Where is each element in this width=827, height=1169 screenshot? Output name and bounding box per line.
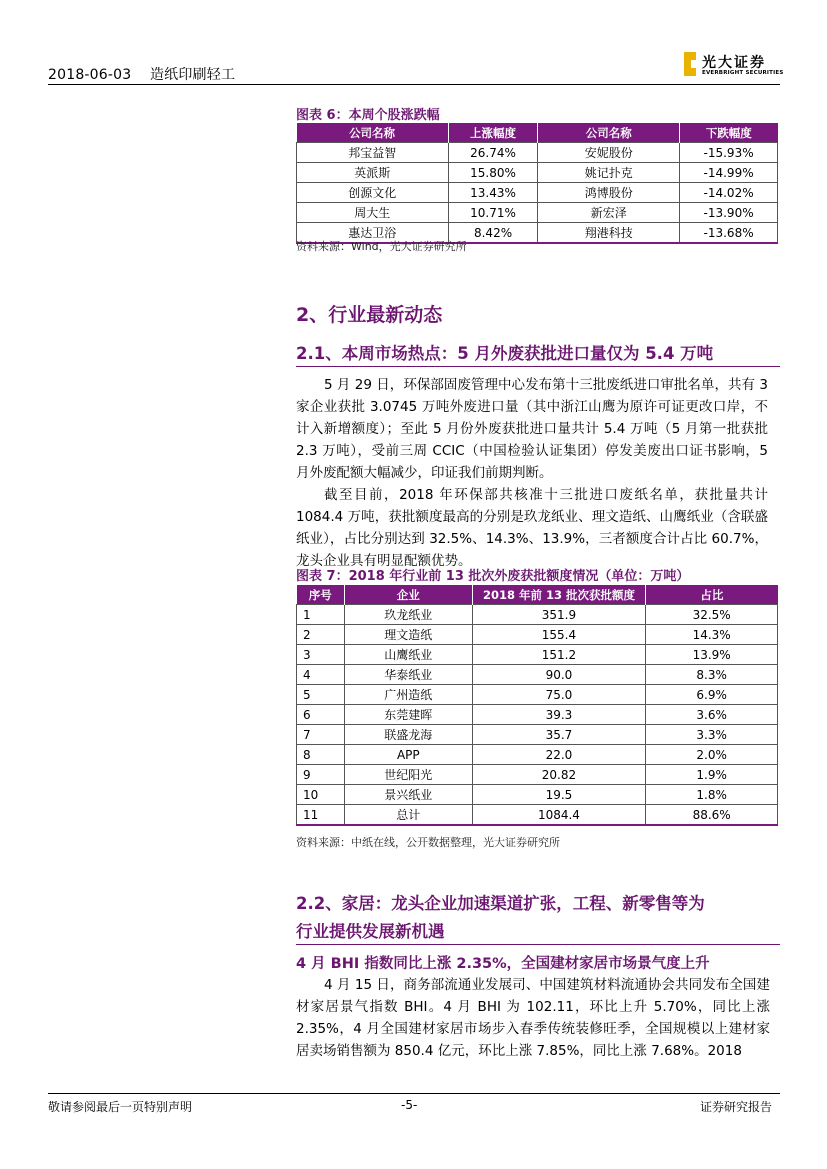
- table-cell: 山鹰纸业: [344, 645, 472, 665]
- table-cell: 2.0%: [646, 745, 778, 765]
- table-cell: 26.74%: [448, 143, 538, 163]
- footer-report-type: 证券研究报告: [700, 1100, 773, 1114]
- table-cell: 14.3%: [646, 625, 778, 645]
- table-cell: 新宏泽: [538, 203, 680, 223]
- table6-header-row: [297, 123, 778, 143]
- table-cell: 翔港科技: [538, 223, 680, 244]
- table-cell: 7: [297, 725, 345, 745]
- table-cell: 8: [297, 745, 345, 765]
- table-cell: 1.9%: [646, 765, 778, 785]
- table7-caption: 图表 7：2018 年行业前 13 批次外废获批额度情况（单位：万吨）: [296, 569, 690, 584]
- section-title: 2、行业最新动态: [296, 304, 443, 326]
- table-row: [297, 203, 778, 223]
- table-cell: 1084.4: [472, 805, 646, 826]
- table-cell: 姚记扑克: [538, 163, 680, 183]
- table-cell: 3.6%: [646, 705, 778, 725]
- table6-caption: 图表 6：本周个股涨跌幅: [296, 108, 440, 123]
- logo-mark-icon: [684, 52, 696, 76]
- table-cell: 11: [297, 805, 345, 826]
- table-cell: 玖龙纸业: [344, 605, 472, 625]
- table6-header-cell: 上涨幅度: [448, 123, 538, 143]
- table7-source: 资料来源：中纸在线，公开数据整理，光大证券研究所: [296, 836, 560, 849]
- table-cell: APP: [344, 745, 472, 765]
- table-cell: 155.4: [472, 625, 646, 645]
- table-cell: 5: [297, 685, 345, 705]
- table-cell: 创源文化: [297, 183, 449, 203]
- table-row: [297, 605, 778, 625]
- section-2-1-body: [296, 374, 768, 572]
- table-cell: 东莞建晖: [344, 705, 472, 725]
- table-cell: 75.0: [472, 685, 646, 705]
- table-cell: 10: [297, 785, 345, 805]
- table-cell: 88.6%: [646, 805, 778, 826]
- header-date-industry: 2018-06-03 造纸印刷轻工: [48, 67, 236, 83]
- logo-en-text: EVERBRIGHT SECURITIES: [702, 70, 784, 76]
- table-cell: -15.93%: [680, 143, 778, 163]
- table-cell: 1.8%: [646, 785, 778, 805]
- table-cell: 35.7: [472, 725, 646, 745]
- table-row: [297, 143, 778, 163]
- subsection-title-2-2-line2: 行业提供发展新机遇: [296, 922, 445, 941]
- subsection-rule: [296, 944, 780, 945]
- header-rule: [48, 84, 780, 85]
- table-cell: 15.80%: [448, 163, 538, 183]
- table-row: [297, 163, 778, 183]
- paragraph: 4 月 15 日，商务部流通业发展司、中国建筑材料流通协会共同发布全国建材家居景气指数 BHI。4 月 BHI 为 102.11，环比上升 5.70%，同比上涨 2.35%，4 月全国建材家居市场步入春季传统装修旺季，全国规模以上建材家居卖场销售额为 850.4 亿元，环比上涨 7.85%，同比上涨 7.68%。2018: [296, 977, 770, 1059]
- table-cell: 8.3%: [646, 665, 778, 685]
- table6-header-cell: 公司名称: [538, 123, 680, 143]
- table-cell: 2: [297, 625, 345, 645]
- table7-header-cell: 序号: [297, 585, 345, 605]
- table-cell: 6.9%: [646, 685, 778, 705]
- table-cell: 13.43%: [448, 183, 538, 203]
- table-cell: 惠达卫浴: [297, 223, 449, 244]
- table-cell: 13.9%: [646, 645, 778, 665]
- company-logo: [684, 52, 784, 80]
- table7-header-cell: 占比: [646, 585, 778, 605]
- table-cell: 351.9: [472, 605, 646, 625]
- table7-header-cell: 企业: [344, 585, 472, 605]
- table-cell: 9: [297, 765, 345, 785]
- table-row: [297, 625, 778, 645]
- table-cell: 景兴纸业: [344, 785, 472, 805]
- table6: [296, 123, 778, 244]
- table-row: [297, 705, 778, 725]
- footer-disclaimer: 敬请参阅最后一页特别声明: [48, 1100, 193, 1114]
- table6-source: 资料来源：Wind，光大证券研究所: [296, 240, 467, 253]
- subsection-title-2-2-line1: 2.2、家居：龙头企业加速渠道扩张，工程、新零售等为: [296, 894, 705, 913]
- table-cell: 4: [297, 665, 345, 685]
- table-cell: 6: [297, 705, 345, 725]
- table-row: [297, 805, 778, 826]
- paragraph: 截至目前，2018 年环保部共核准十三批进口废纸名单，获批量共计 1084.4 万吨，获批额度最高的分别是玖龙纸业、理文造纸、山鹰纸业（含联盛纸业），占比分别达到 32.5%、14.3%、13.9%，三者额度合计占比 60.7%，龙头企业具有明显配额优势。: [296, 487, 768, 569]
- table6-header-cell: 下跌幅度: [680, 123, 778, 143]
- table-row: [297, 785, 778, 805]
- table-row: [297, 183, 778, 203]
- table-cell: 20.82: [472, 765, 646, 785]
- table-cell: 理文造纸: [344, 625, 472, 645]
- table-cell: 广州造纸: [344, 685, 472, 705]
- table-row: [297, 665, 778, 685]
- table-cell: 8.42%: [448, 223, 538, 244]
- footer-rule: [48, 1093, 780, 1094]
- footer-page-number: -5-: [401, 1098, 418, 1112]
- table7: [296, 585, 778, 826]
- table6-header-cell: 公司名称: [297, 123, 449, 143]
- table-cell: 3: [297, 645, 345, 665]
- table-row: [297, 725, 778, 745]
- table-cell: -14.99%: [680, 163, 778, 183]
- table-cell: 3.3%: [646, 725, 778, 745]
- table-cell: 周大生: [297, 203, 449, 223]
- paragraph: 5 月 29 日，环保部固废管理中心发布第十三批废纸进口审批名单，共有 3 家企业获批 3.0745 万吨外废进口量（其中浙江山鹰为原许可证更改口岸，不计入新增额度）；至此 5 月份外废获批进口量共计 5.4 万吨（5 月第一批获批 2.3 万吨），受前三周 CCIC（中国检验认证集团）停发美废出口证书影响，5 月外废配额大幅减少，印证我们前期判断。: [296, 377, 768, 481]
- table-cell: 联盛龙海: [344, 725, 472, 745]
- table-cell: 邦宝益智: [297, 143, 449, 163]
- section-2-2-body: [296, 974, 770, 1062]
- table-cell: 1: [297, 605, 345, 625]
- table-cell: 安妮股份: [538, 143, 680, 163]
- table-row: [297, 645, 778, 665]
- table7-header-cell: 2018 年前 13 批次获批额度: [472, 585, 646, 605]
- table-cell: 华泰纸业: [344, 665, 472, 685]
- table-cell: 世纪阳光: [344, 765, 472, 785]
- table-cell: 151.2: [472, 645, 646, 665]
- table-cell: 总计: [344, 805, 472, 826]
- table-cell: 90.0: [472, 665, 646, 685]
- table-row: [297, 685, 778, 705]
- table7-header-row: [297, 585, 778, 605]
- table-cell: 19.5: [472, 785, 646, 805]
- table-cell: 39.3: [472, 705, 646, 725]
- table-cell: -14.02%: [680, 183, 778, 203]
- table-cell: 英派斯: [297, 163, 449, 183]
- table-row: [297, 745, 778, 765]
- table-cell: 22.0: [472, 745, 646, 765]
- table-cell: -13.90%: [680, 203, 778, 223]
- table-row: [297, 765, 778, 785]
- table-cell: 10.71%: [448, 203, 538, 223]
- subsection-title-2-1: 2.1、本周市场热点：5 月外废获批进口量仅为 5.4 万吨: [296, 344, 714, 363]
- table-cell: 鸿博股份: [538, 183, 680, 203]
- logo-cn-text: 光大证券: [702, 55, 766, 71]
- table-cell: -13.68%: [680, 223, 778, 244]
- subsection-rule: [296, 366, 780, 367]
- table-cell: 32.5%: [646, 605, 778, 625]
- bhi-subheading: 4 月 BHI 指数同比上涨 2.35%，全国建材家居市场景气度上升: [296, 956, 710, 972]
